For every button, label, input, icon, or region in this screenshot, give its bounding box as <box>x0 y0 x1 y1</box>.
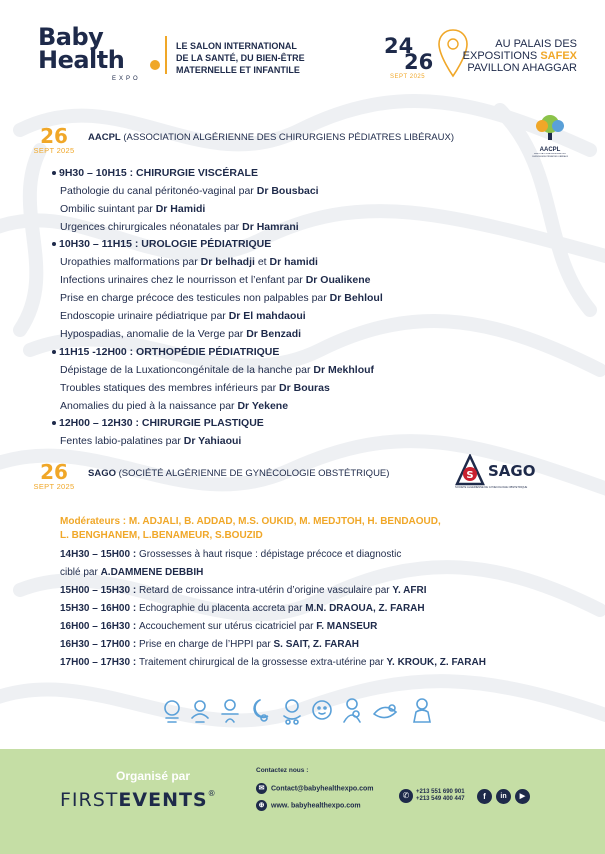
section-full-name: (SOCIÉTÉ ALGÉRIENNE DE GYNÉCOLOGIE OBSTÉTRIQUE) <box>115 468 390 479</box>
talk-speaker: Dr belhadji <box>200 256 255 268</box>
section-acronym: SAGO <box>88 468 116 479</box>
logo-dot-icon <box>150 60 160 70</box>
talk-title: Fentes labio-palatines par <box>60 435 184 447</box>
talk-title: Uropathies malformations par <box>60 256 201 268</box>
schedule-title: Retard de croissance intra-utérin d’origine vasculaire par <box>138 585 393 596</box>
venue-line2-text: EXPOSITIONS <box>462 50 541 62</box>
talk-title: Endoscopie urinaire pédiatrique par <box>60 310 229 322</box>
program-topic <box>52 346 279 358</box>
org-name-part1: FIRST <box>60 789 119 811</box>
talk-speaker: Dr Hamidi <box>155 203 206 215</box>
schedule-title: Echographie du placenta accreta par <box>138 603 306 614</box>
topic-label: 11H15 -12H00 : ORTHOPÉDIE PÉDIATRIQUE <box>59 346 280 358</box>
schedule-time: 16H30 – 17H00 : <box>60 639 139 650</box>
phone-1[interactable]: +213 551 690 901 <box>416 789 465 795</box>
first-events-logo: FIRSTEVENTS® <box>60 789 217 811</box>
aacpl-logo-text: AACPL <box>539 147 561 153</box>
schedule-speaker: F. MANSEUR <box>316 621 378 632</box>
baby-swaddle-icon <box>414 699 430 722</box>
date-month: SEPT 2025 <box>390 74 426 80</box>
footer <box>0 749 605 854</box>
program-talk <box>60 256 318 268</box>
talk-title: Troubles statiques des membres inférieurs par <box>60 382 280 394</box>
schedule-row <box>60 585 427 596</box>
schedule-title: Prise en charge de l’HPPI par <box>138 639 274 650</box>
section-date <box>30 126 78 155</box>
baby-face-icon <box>313 701 331 719</box>
schedule-row <box>60 639 359 650</box>
program-talk <box>60 435 241 447</box>
tree-icon <box>530 112 570 142</box>
talk-conjunction: et <box>254 256 270 268</box>
tagline <box>176 40 346 76</box>
program-talk <box>60 400 288 412</box>
youtube-icon[interactable]: ▶ <box>515 789 530 804</box>
talk-speaker: Dr Bousbaci <box>256 185 319 197</box>
talk-speaker: Dr Yahiaoui <box>183 435 242 447</box>
schedule-time: 15H00 – 15H30 : <box>60 585 139 596</box>
program-talk <box>60 310 306 322</box>
sago-logo-text: SAGO <box>488 462 536 480</box>
baby-icons-row <box>160 696 450 726</box>
divider <box>165 36 167 74</box>
bullet-icon <box>52 421 56 425</box>
organised-by-label: Organisé par <box>116 769 191 783</box>
bullet-icon <box>52 171 56 175</box>
aacpl-logo <box>530 112 570 162</box>
facebook-icon[interactable]: f <box>477 789 492 804</box>
header <box>0 0 605 96</box>
schedule-speaker: Y. KROUK, Z. FARAH <box>386 657 486 668</box>
program-talk <box>60 382 330 394</box>
section-full-name: (ASSOCIATION ALGÉRIENNE DES CHIRURGIENS PÉDIATRES LIBÉRAUX) <box>120 132 455 143</box>
topic-label: 10H30 – 11H15 : UROLOGIE PÉDIATRIQUE <box>59 238 272 250</box>
sago-emblem-icon <box>455 454 485 488</box>
tagline-line1: LE SALON INTERNATIONAL <box>176 41 297 51</box>
program-talk <box>60 185 319 197</box>
email-row[interactable] <box>256 783 374 794</box>
talk-title: Dépistage de la Luxationcongénitale de la hanche par <box>60 364 314 376</box>
talk-speaker: Dr Hamrani <box>242 221 299 233</box>
mother-baby-icon <box>344 699 360 722</box>
schedule-time: 17H00 – 17H30 : <box>60 657 139 668</box>
sago-logo-caption: SOCIÉTÉ ALGÉRIENNE DE GYNÉCOLOGIE OBSTÉTRIQUE <box>455 486 528 489</box>
program-talk <box>60 292 383 304</box>
schedule-row <box>60 567 203 578</box>
email-icon: ✉ <box>256 783 267 794</box>
schedule-title: Traitement chirurgical de la grossesse extra-utérine par <box>138 657 387 668</box>
venue-line1: AU PALAIS DES <box>495 38 577 50</box>
linkedin-icon[interactable]: in <box>496 789 511 804</box>
baby-sitting-icon <box>222 700 238 722</box>
schedule-speaker: S. SAIT, Z. FARAH <box>273 639 360 650</box>
website-row[interactable] <box>256 800 361 811</box>
talk-title: Ombilic suintant par <box>60 203 156 215</box>
schedule-row <box>60 621 377 632</box>
topic-label: 9H30 – 10H15 : CHIRURGIE VISCÉRALE <box>59 167 258 179</box>
logo-line1: Baby <box>38 23 104 51</box>
talk-title: Pathologie du canal péritonéo-vaginal par <box>60 185 257 197</box>
svg-text:S: S <box>466 470 474 481</box>
sago-logo <box>455 454 547 494</box>
talk-title: Hypospadias, anomalie de la Verge par <box>60 328 247 340</box>
baby-crawl-icon <box>192 701 208 722</box>
whatsapp-icon[interactable]: ✆ <box>399 789 413 803</box>
talk-title: Infections urinaires chez le nourrisson et l’enfant par <box>60 274 306 286</box>
talk-title: Anomalies du pied à la naissance par <box>60 400 238 412</box>
contact-title: Contactez nous : <box>256 767 309 774</box>
talk-speaker: Dr Oualikene <box>305 274 371 286</box>
talk-speaker: Dr Behloul <box>329 292 383 304</box>
venue <box>445 38 577 74</box>
program-topic <box>52 417 264 429</box>
talk-speaker: Dr Yekene <box>237 400 289 412</box>
talk-speaker: Dr Bouras <box>279 382 330 394</box>
baby-stroller-icon <box>284 700 300 724</box>
talk-speaker: Dr hamidi <box>269 256 318 268</box>
aacpl-logo-caption: ASSOCIATION ALGÉRIENNE DES CHIRURGIENS PÉDIATRES LIBÉRAUX <box>531 153 569 158</box>
org-name-part2: EVENTS <box>118 789 208 811</box>
schedule-row <box>60 549 401 560</box>
talk-speaker: Dr Benzadi <box>246 328 302 340</box>
venue-highlight: SAFEX <box>540 50 577 62</box>
baby-health-logo <box>38 23 156 88</box>
date-start: 24 <box>384 34 414 58</box>
schedule-time: 16H00 – 16H30 : <box>60 621 139 632</box>
bullet-icon <box>52 350 56 354</box>
section-month: SEPT 2025 <box>33 482 75 491</box>
talk-speaker: Dr El mahdaoui <box>228 310 306 322</box>
program-talk <box>60 328 301 340</box>
bullet-icon <box>52 242 56 246</box>
section-date <box>30 462 78 491</box>
topic-label: 12H00 – 12H30 : CHIRURGIE PLASTIQUE <box>59 417 264 429</box>
date-end: 26 <box>404 50 434 74</box>
venue-line3: PAVILLON AHAGGAR <box>467 62 577 74</box>
schedule-speaker: M.N. DRAOUA, Z. FARAH <box>305 603 425 614</box>
section-day: 26 <box>40 124 68 148</box>
schedule-title: ciblé par <box>60 567 101 578</box>
tagline-line3: MATERNELLE ET INFANTILE <box>176 65 300 75</box>
schedule-row <box>60 603 425 614</box>
program-topic <box>52 167 258 179</box>
program-topic <box>52 238 271 250</box>
program-talk <box>60 364 374 376</box>
schedule-title: Grossesses à haut risque : dépistage précoce et diagnostic <box>138 549 402 560</box>
program-talk <box>60 221 299 233</box>
program-talk <box>60 274 371 286</box>
moderators-line2: L. BENGHANEM, L.BENAMEUR, S.BOUZID <box>60 530 263 541</box>
schedule-speaker: A.DAMMENE DEBBIH <box>100 567 204 578</box>
section-title <box>88 468 389 479</box>
moderators <box>60 515 570 543</box>
talk-title: Prise en charge précoce des testicules non palpables par <box>60 292 330 304</box>
moderators-line1: Modérateurs : M. ADJALI, B. ADDAD, M.S. OUKID, M. MEDJTOH, H. BENDAOUD, <box>60 516 441 527</box>
phone-2[interactable]: +213 549 400 447 <box>416 796 465 802</box>
section-day: 26 <box>40 460 68 484</box>
schedule-row <box>60 657 486 668</box>
email-link[interactable]: Contact@babyhealthexpo.com <box>271 785 374 793</box>
baby-bottle-icon <box>165 701 179 722</box>
talk-title: Urgences chirurgicales néonatales par <box>60 221 243 233</box>
venue-line2 <box>445 50 577 62</box>
baby-sleep-icon <box>374 705 396 718</box>
schedule-time: 15H30 – 16H00 : <box>60 603 139 614</box>
globe-icon: ⊕ <box>256 800 267 811</box>
section-title <box>88 132 454 143</box>
schedule-time: 14H30 – 15H00 : <box>60 549 139 560</box>
schedule-speaker: Y. AFRI <box>392 585 427 596</box>
program-talk <box>60 203 205 215</box>
event-dates <box>384 34 434 84</box>
logo-line2: Health <box>38 46 125 74</box>
section-acronym: AACPL <box>88 132 121 143</box>
section-month: SEPT 2025 <box>33 146 75 155</box>
schedule-title: Accouchement sur utérus cicatriciel par <box>138 621 317 632</box>
baby-moon-icon <box>254 700 268 721</box>
logo-line3: EXPO <box>112 76 141 82</box>
talk-speaker: Dr Mekhlouf <box>313 364 375 376</box>
tagline-line2: DE LA SANTÉ, DU BIEN-ÊTRE <box>176 53 305 63</box>
phone-numbers <box>416 789 465 803</box>
website-link[interactable]: www. babyhealthexpo.com <box>271 802 361 810</box>
